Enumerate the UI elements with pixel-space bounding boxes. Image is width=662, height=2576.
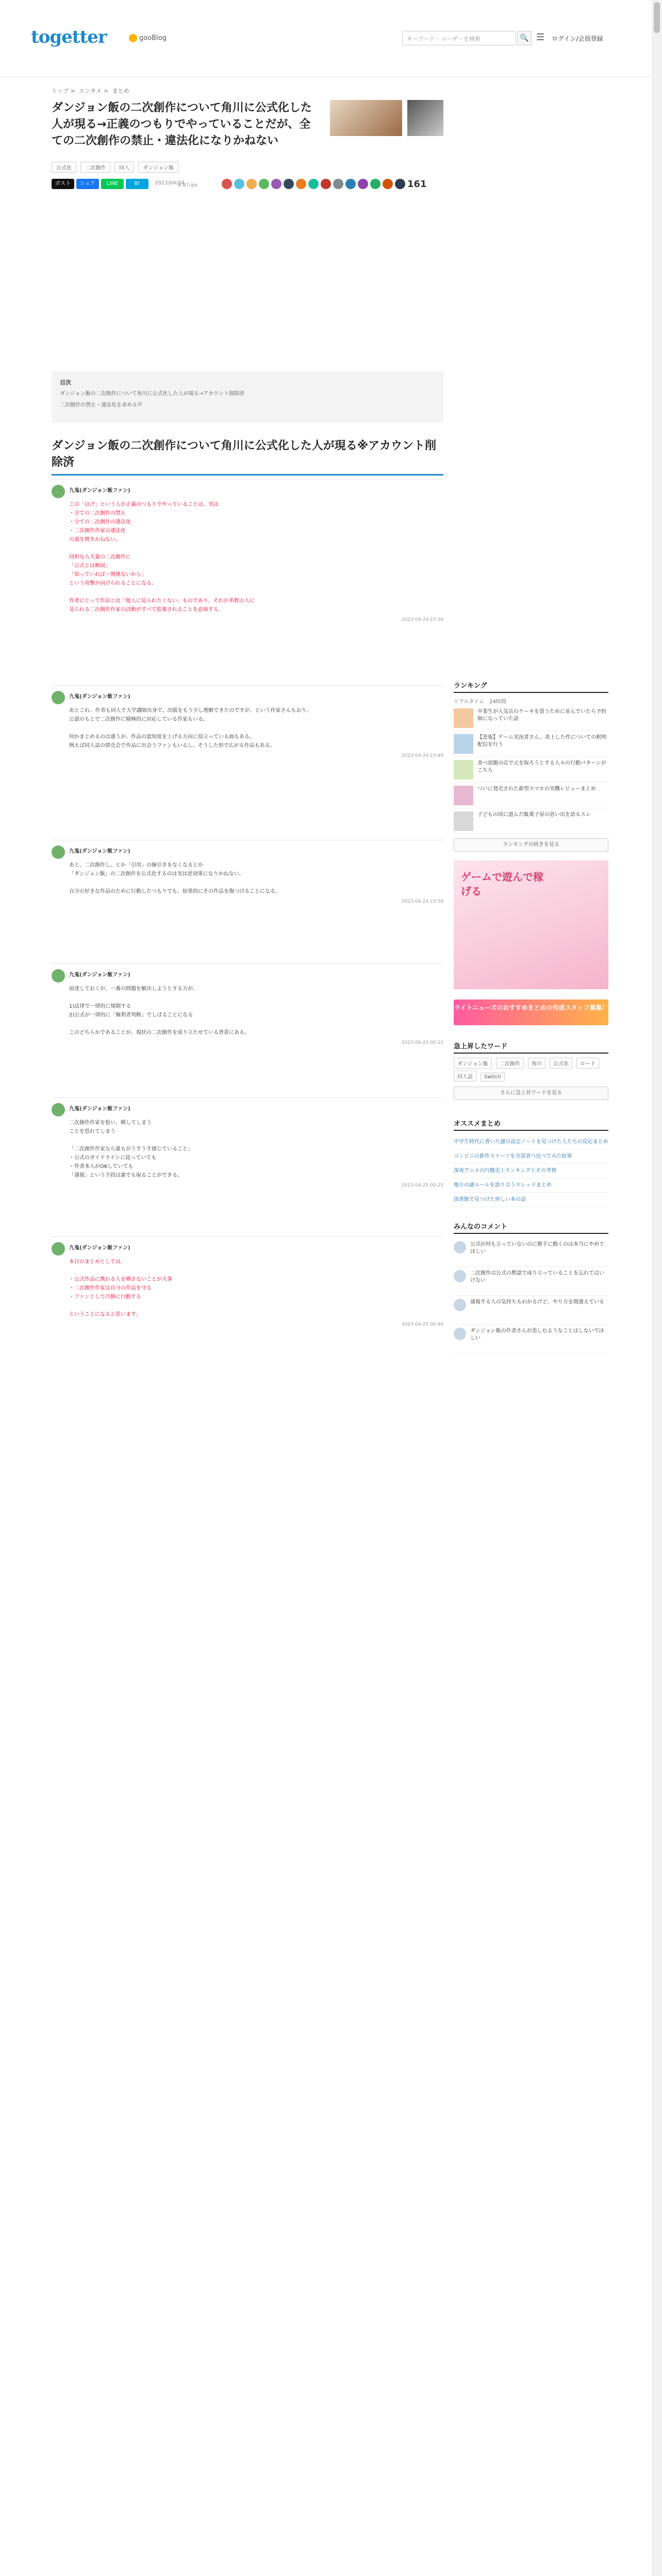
avatar[interactable]: [370, 179, 380, 189]
section-heading: ダンジョン飯の二次創作について角川に公式化した人が現る※アカウント削除済: [52, 438, 443, 476]
login-link[interactable]: ログイン/会員登録: [552, 35, 603, 42]
line-button[interactable]: LINE: [101, 179, 124, 189]
ranking-thumbnail: [454, 708, 473, 728]
avatar[interactable]: [234, 179, 244, 189]
avatar[interactable]: [296, 179, 306, 189]
tweet-author[interactable]: 九鬼(ダンジョン飯ファン): [69, 849, 130, 854]
list-item[interactable]: 中学生時代に書いた謎の設定ノートを見つけた人たちの反応まとめ: [454, 1135, 608, 1149]
ranking-item-title: 食べ放題の店で元を取ろうとする人々の行動パターンがこちら: [477, 760, 606, 773]
avatar[interactable]: [333, 179, 343, 189]
tweet-card: [52, 1236, 443, 1327]
ranking-item-title: ついに発売された新型スマホの実機レビューまとめ: [477, 786, 596, 792]
view-count: 8.8万pv: [178, 182, 198, 188]
search-icon[interactable]: 🔍: [517, 31, 532, 45]
breadcrumb-item[interactable]: エンタメ: [79, 88, 102, 94]
ranking-item[interactable]: [454, 731, 608, 757]
comments-section: [454, 1221, 608, 1353]
partner-logo[interactable]: [129, 34, 167, 42]
tweet-card: [52, 685, 443, 758]
ranking-item-title: 【悲報】ゲーム実況者さん、炎上した件についての釈明配信を行う: [477, 735, 607, 748]
tab-realtime[interactable]: リアルタイム: [454, 699, 484, 705]
tweet-text: この「はげ」という人が正義のつもりでやっていることは、実は ・全ての二次創作の禁止 ・全ての二次創作の違法化 ・二次創作作家の違法化 の道を開きかねない。 同担なら大量の二次創作に 「公式とは断固」 「知っていれば〜関係ないから」 という攻撃が向けられることになる。 作者にとって作品とは「他人に見られたくない」ものであり、それが多数の人に 見られる二次創作作家の活動がすべて監視されることを意味する。: [69, 502, 255, 613]
avatar: [454, 1328, 466, 1340]
tag[interactable]: 公式化: [52, 162, 76, 173]
osusume-title: オススメまとめ: [454, 1118, 608, 1131]
avatar[interactable]: [308, 179, 319, 189]
ranking-item[interactable]: [454, 705, 608, 731]
goo-icon: [129, 34, 137, 42]
comments-title: みんなのコメント: [454, 1221, 608, 1234]
hamburger-icon[interactable]: ☰: [536, 32, 545, 43]
list-item[interactable]: 図書館で見つけた珍しい本の話: [454, 1193, 608, 1207]
scrollbar[interactable]: [652, 0, 662, 2576]
avatar[interactable]: [321, 179, 331, 189]
recruit-banner[interactable]: ライトニューズのおすすめまとめの作成スタッフ募集！: [454, 999, 608, 1025]
tweet-text: 二次創作作家を狙い、晒してしまう ことを恐れてしまう 「二次創作作家なら誰もがうすうす感じていること」 ・公式のガイドラインに従っていても ・作者本人がOKしていても 「通報」という手段は誰でも取ることができる。: [69, 1120, 193, 1178]
ranking-item-title: 卒業生が人気店のケーキを買うために並んでいたら予約制になっていた話: [477, 709, 606, 722]
tweet-card: [52, 479, 443, 622]
partner-logo-text: gooBlog: [139, 34, 167, 42]
avatar[interactable]: [52, 845, 65, 859]
breadcrumb: トップ > エンタメ > まとめ: [52, 88, 129, 94]
tag[interactable]: 二次創作: [80, 162, 110, 173]
ranking-tabs: [454, 697, 608, 705]
avatar[interactable]: [358, 179, 368, 189]
site-header: [0, 0, 662, 77]
tweet-author[interactable]: 九鬼(ダンジョン飯ファン): [69, 694, 130, 700]
comment-item[interactable]: [454, 1325, 608, 1353]
comment-item[interactable]: [454, 1267, 608, 1296]
avatar[interactable]: [284, 179, 294, 189]
ranking-item[interactable]: [454, 783, 608, 808]
table-of-contents: [52, 371, 443, 422]
avatar[interactable]: [52, 691, 65, 704]
ranking-thumbnail: [454, 734, 473, 754]
avatar[interactable]: [271, 179, 282, 189]
ranking-more-button[interactable]: ランキングの続きを見る: [454, 838, 608, 852]
keywords-title: 急上昇したワード: [454, 1041, 608, 1054]
tweet-card: [52, 963, 443, 1045]
page-title: ダンジョン飯の二次創作について角川に公式化した人が現る→正義のつもりでやっていることだが、全ての二次創作の禁止・違法化になりかねない: [52, 101, 312, 147]
ranking-thumbnail: [454, 760, 473, 779]
avatar[interactable]: [52, 969, 65, 982]
tweet-text: 本日のまとめとしては、 ・公式作品に携わる人を晒さないことが大事 ・二次創作作家は自分の作品を守る ・ファンとして冷静に行動する ということになると思います。: [69, 1259, 172, 1317]
avatar: [454, 1299, 466, 1311]
tweet-author[interactable]: 九鬼(ダンジョン飯ファン): [69, 1106, 130, 1112]
list-item[interactable]: 地方の謎ルールを語り合うスレッドまとめ: [454, 1178, 608, 1193]
avatar[interactable]: [52, 485, 65, 498]
tweet-text: あと、二次創作し、とか「引用」の線引きをなくなるとか 「ダンジョン飯」の二次創作を公式化するのは実は逆効果になりかねない。 自分の好きな作品のために行動したつもりでも、結果的にその作品を傷つけることになる。: [69, 862, 280, 894]
favorite-count: 161: [407, 179, 427, 190]
tweet-author[interactable]: 九鬼(ダンジョン飯ファン): [69, 1245, 130, 1251]
ranking-thumbnail: [454, 786, 473, 805]
tweet-author[interactable]: 九鬼(ダンジョン飯ファン): [69, 488, 130, 494]
tweet-text: 前述しておくが、一番の問題を解決しようとする方が、 1)法律で一律的に規制する 2)公式が一律的に「権利者判断」でしばることになる このどちらかであることが、現状の二次創作を成り立たせている背景にある。: [69, 986, 250, 1036]
toc-item[interactable]: ダンジョン飯の二次創作について角川に公式化した人が現る→アカウント削除済: [60, 391, 244, 397]
avatar[interactable]: [259, 179, 269, 189]
tag[interactable]: ダンジョン飯: [138, 162, 178, 173]
ad-banner-text: ゲームで遊んで稼げる: [461, 871, 543, 897]
post-date: 2023/04/24: [155, 180, 185, 186]
tweet-time[interactable]: 2023-04-24 23:49: [401, 753, 443, 758]
tweet-time[interactable]: 2023-04-25 00:25: [401, 1183, 443, 1188]
heart-icon[interactable]: [395, 179, 405, 189]
keyword-list: [454, 1058, 608, 1083]
tweet-time[interactable]: 2023-04-24 23:58: [401, 899, 443, 904]
toc-item[interactable]: 二次創作の禁止・違法化を求める声: [60, 402, 142, 408]
ranking-section: [454, 680, 608, 852]
avatar[interactable]: [383, 179, 393, 189]
ranking-item-title: 子どもの頃に遊んだ駄菓子屋の思い出を語るスレ: [477, 812, 591, 818]
comment-text: 二次創作は公式の黙認で成り立っていることを忘れてはいけない: [470, 1270, 604, 1283]
tag-list: [52, 162, 443, 173]
ranking-item[interactable]: [454, 757, 608, 783]
ranking-title: ランキング: [454, 680, 608, 693]
keyword-tag[interactable]: 公式化: [550, 1058, 572, 1069]
avatar: [454, 1241, 466, 1253]
tweet-time[interactable]: 2023-04-24 23:34: [401, 617, 443, 622]
breadcrumb-item[interactable]: トップ: [52, 88, 69, 94]
scrollbar-thumb[interactable]: [654, 2, 660, 33]
tweet-author[interactable]: 九鬼(ダンジョン飯ファン): [69, 972, 130, 978]
list-item[interactable]: 深夜アニメの円盤売上ランキングとその考察: [454, 1164, 608, 1178]
keyword-tag[interactable]: ダンジョン飯: [454, 1058, 492, 1069]
comment-item[interactable]: [454, 1238, 608, 1267]
comment-item[interactable]: [454, 1296, 608, 1325]
avatar[interactable]: [345, 179, 356, 189]
keyword-tag[interactable]: 二次創作: [496, 1058, 524, 1069]
avatar[interactable]: [52, 1103, 65, 1116]
toc-title: 目次: [60, 379, 71, 386]
comment-text: ダンジョン飯の作者さんが悲しむようなことはしないでほしい: [470, 1328, 604, 1341]
keyword-tag[interactable]: ロード: [576, 1058, 599, 1069]
keyword-tag[interactable]: Switch: [481, 1073, 505, 1081]
comment-text: 公式が何も言っていないのに勝手に動くのは本当にやめてほしい: [470, 1242, 604, 1255]
tweet-time[interactable]: 2023-04-25 00:40: [401, 1322, 443, 1327]
keyword-tag[interactable]: 同人誌: [454, 1071, 476, 1081]
site-logo[interactable]: togetter: [31, 27, 107, 47]
meta-row: [52, 179, 443, 193]
avatar[interactable]: [52, 1242, 65, 1256]
keywords-section: [454, 1041, 608, 1100]
list-item[interactable]: コンビニの新作スイーツを全部食べ比べてみた結果: [454, 1149, 608, 1164]
tweet-text: あとこれ、作者も同人で大学講師出身で、出版をもう少し理解できたのですが、という作家さんもおり、 公認のもとで二次創作に積極的に対応している作家もいる。 何かまとめるのは違うが、作品の認知度を上げる方向に役立っている面もある。 例えば同人誌の即売会で作品に出会うファンもいるし、そうした形で広がる作品もある。: [69, 708, 312, 749]
ad-banner[interactable]: [454, 860, 608, 989]
hatena-button[interactable]: B!: [126, 179, 148, 189]
keywords-more-button[interactable]: さらに急上昇ワードを見る: [454, 1087, 608, 1100]
keyword-tag[interactable]: 角川: [528, 1058, 545, 1069]
tab-24h[interactable]: 24時間: [489, 699, 506, 705]
title-row: [52, 100, 443, 157]
title-thumbnail: [330, 100, 402, 136]
tag[interactable]: 同人: [114, 162, 134, 173]
search-input[interactable]: キーワード・ユーザーを検索: [402, 31, 516, 45]
breadcrumb-item[interactable]: まとめ: [112, 88, 129, 94]
share-button[interactable]: シェア: [76, 179, 99, 189]
osusume-section: [454, 1118, 608, 1207]
comment-text: 通報する人の気持ちもわかるけど、やり方を間違えている: [470, 1299, 604, 1305]
avatar: [454, 1270, 466, 1282]
ranking-item[interactable]: [454, 808, 608, 834]
ranking-thumbnail: [454, 811, 473, 831]
tweet-button[interactable]: ポスト: [52, 179, 74, 189]
tweet-card: [52, 840, 443, 904]
avatar[interactable]: [222, 179, 232, 189]
main-column: [52, 77, 443, 1327]
tweet-card: [52, 1097, 443, 1188]
avatar[interactable]: [246, 179, 257, 189]
title-thumbnail-2: [407, 100, 443, 136]
tweet-time[interactable]: 2023-04-25 00:12: [401, 1040, 443, 1045]
